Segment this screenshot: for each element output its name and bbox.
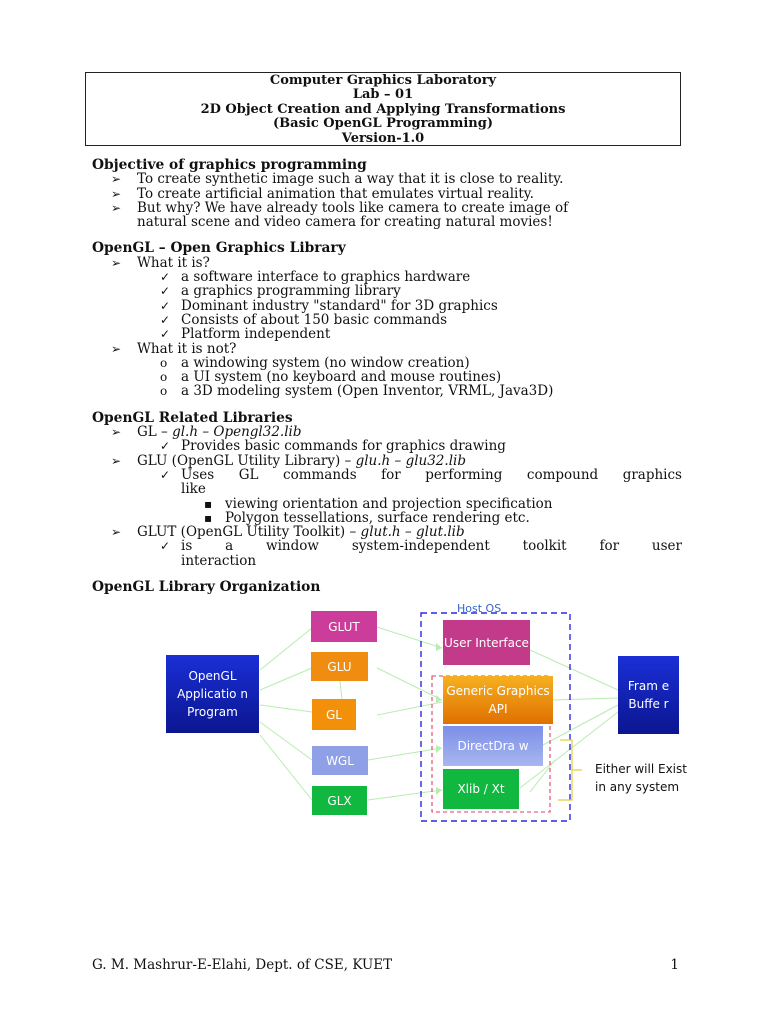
circle-bullet-icon: o — [160, 370, 168, 385]
list-item: ✓ Dominant industry "standard" for 3D graphics — [160, 297, 498, 314]
checkmark-icon: ✓ — [160, 298, 171, 313]
list-item: ✓ Consists of about 150 basic commands — [160, 311, 448, 328]
checkmark-icon: ✓ — [160, 284, 171, 299]
list-item: ✓ is a window system-independent toolkit for user — [160, 538, 682, 555]
square-bullet-icon: ▪ — [204, 510, 213, 525]
glut-box: GLUT — [311, 611, 377, 642]
list-item: ➢ GLUT (OpenGL Utility Toolkit) – glut.h – glut.lib — [111, 524, 465, 541]
list-item: o a 3D modeling system (Open Inventor, VRML, Java3D) — [160, 383, 554, 400]
footer-author: G. M. Mashrur-E-Elahi, Dept. of CSE, KUET — [92, 957, 393, 973]
lab-topic: 2D Object Creation and Applying Transformations — [200, 101, 566, 117]
checkmark-icon: ✓ — [160, 312, 171, 327]
list-item: ✓ Platform independent — [160, 326, 331, 343]
opengl-application-box: OpenGL Applicatio n Program — [166, 655, 259, 733]
checkmark-icon: ✓ — [160, 439, 171, 454]
list-item: ➢ GL – gl.h – Opengl32.lib — [111, 424, 302, 441]
list-item: ▪ viewing orientation and projection specification — [204, 495, 553, 512]
arrow-bullet-icon: ➢ — [111, 341, 122, 356]
glx-box: GLX — [312, 786, 367, 815]
circle-bullet-icon: o — [160, 384, 168, 399]
document-body — [92, 158, 682, 594]
course-title: Computer Graphics Laboratory — [269, 73, 497, 88]
arrow-bullet-icon: ➢ — [111, 172, 122, 187]
arrow-bullet-icon: ➢ — [111, 200, 122, 215]
generic-graphics-api-box: Generic Graphics API — [443, 676, 553, 724]
checkmark-icon: ✓ — [160, 327, 171, 342]
checkmark-icon: ✓ — [160, 467, 171, 482]
page-footer — [92, 957, 679, 973]
checkmark-icon: ✓ — [160, 270, 171, 285]
list-item: o a UI system (no keyboard and mouse routines) — [160, 369, 502, 386]
list-item: ▪ Polygon tessellations, surface rendering etc. — [204, 509, 530, 526]
list-item: ➢ What it is? — [111, 254, 210, 271]
list-item: ➢ What it is not? — [111, 340, 237, 357]
circle-bullet-icon: o — [160, 355, 168, 370]
either-exist-note: Either will Exist in any system — [595, 762, 687, 794]
list-item: ✓ Provides basic commands for graphics drawing — [160, 438, 506, 455]
list-item-continuation: like — [181, 481, 206, 498]
organization-heading: OpenGL Library Organization — [92, 579, 321, 596]
list-item: ➢ To create synthetic image such a way that it is close to reality. — [111, 171, 564, 188]
wgl-box: WGL — [312, 746, 368, 775]
objective-heading: Objective of graphics programming — [92, 157, 367, 173]
opengl-heading: OpenGL – Open Graphics Library — [92, 240, 346, 257]
arrow-bullet-icon: ➢ — [111, 255, 122, 270]
libraries-heading: OpenGL Related Libraries — [92, 409, 293, 426]
arrow-bullet-icon: ➢ — [111, 525, 122, 540]
square-bullet-icon: ▪ — [204, 496, 213, 511]
version-label: Version-1.0 — [341, 130, 425, 146]
list-item-continuation: interaction — [181, 552, 257, 569]
arrow-bullet-icon: ➢ — [111, 453, 122, 468]
glu-box: GLU — [311, 652, 368, 681]
arrow-bullet-icon: ➢ — [111, 425, 122, 440]
list-item: o a windowing system (no window creation) — [160, 354, 470, 371]
list-item: ✓ a graphics programming library — [160, 283, 401, 300]
arrow-bullet-icon: ➢ — [111, 186, 122, 201]
gl-box: GL — [312, 699, 356, 730]
user-interface-box: User Interface — [443, 620, 530, 665]
list-item: ➢ GLU (OpenGL Utility Library) – glu.h – glu32.lib — [111, 452, 466, 469]
directdraw-box: DirectDra w — [443, 726, 543, 766]
title-block — [85, 72, 681, 146]
host-os-label: Host OS — [457, 602, 502, 615]
checkmark-icon: ✓ — [160, 539, 171, 554]
lab-subtopic: (Basic OpenGL Programming) — [273, 116, 493, 132]
either-bracket — [558, 740, 582, 800]
xlib-xt-box: Xlib / Xt — [443, 769, 519, 809]
list-item: ➢ But why? We have already tools like camera to create image of — [111, 199, 569, 216]
list-item: ✓ Uses GL commands for performing compound graphics — [160, 466, 682, 483]
lab-number: Lab – 01 — [352, 87, 414, 103]
list-item-continuation: natural scene and video camera for creating natural movies! — [137, 214, 553, 231]
frame-buffer-box: Fram e Buffe r — [618, 656, 679, 734]
page-number: 1 — [670, 957, 679, 973]
list-item: ✓ a software interface to graphics hardware — [160, 269, 471, 286]
list-item: ➢ To create artificial animation that emulates virtual reality. — [111, 185, 534, 202]
